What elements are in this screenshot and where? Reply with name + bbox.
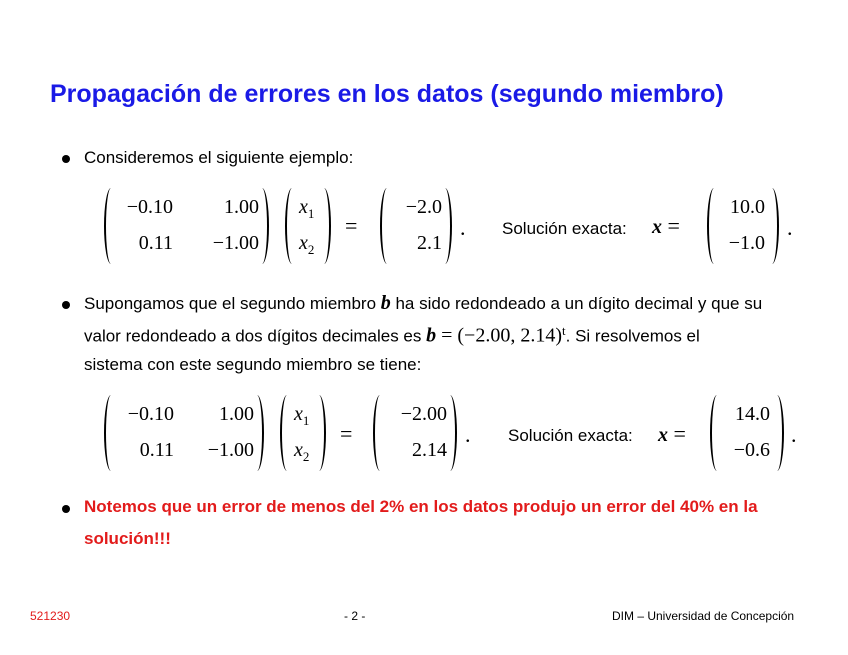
footer-course-code: 521230 [30, 609, 71, 623]
bullet-icon [62, 505, 70, 513]
vector-cell: $x_2$ [294, 439, 310, 464]
bullet2-line1: Supongamos que el segundo miembro b ha sido redondeado a un dígito decimal y que su [84, 292, 763, 314]
paren-left [104, 395, 118, 471]
matrix-a1 [104, 188, 269, 264]
equals-sign: = [340, 421, 353, 446]
vector-cell: $x_1$ [294, 403, 310, 428]
solution-variable: x = [658, 421, 686, 446]
paren-right [317, 188, 331, 264]
vector-solution1 [707, 188, 779, 264]
vector-cell: $x_1$ [299, 196, 315, 221]
vector-cell: −0.6 [733, 439, 770, 461]
bullet3-line2: solución!!! [84, 529, 171, 548]
vector-cell: 2.1 [417, 232, 442, 254]
matrix-cell: −0.10 [127, 403, 174, 425]
matrix-cell: 1.00 [219, 403, 254, 425]
vector-x1 [285, 188, 331, 264]
footer-institution: DIM – Universidad de Concepción [612, 609, 795, 623]
bullet2-line3: sistema con este segundo miembro se tiene: [84, 355, 422, 374]
bullet3-line1: Notemos que un error de menos del 2% en los datos produjo un error del 40% en la [84, 497, 758, 516]
footer-page-number: - 2 - [344, 609, 366, 623]
bullet-icon [62, 155, 70, 163]
solution-label: Solución exacta: [502, 219, 627, 238]
period: . [460, 215, 466, 240]
vector-cell: 10.0 [730, 196, 765, 218]
paren-left [280, 395, 294, 471]
solution-variable: x = [652, 213, 680, 238]
bullet1-text: Consideremos el siguiente ejemplo: [84, 148, 354, 167]
paren-left [285, 188, 299, 264]
solution-label: Solución exacta: [508, 426, 633, 445]
matrix-cell: −0.10 [126, 196, 173, 218]
paren-left [707, 188, 721, 264]
matrix-cell: −1.00 [207, 439, 254, 461]
vector-solution2 [710, 395, 784, 471]
period: . [791, 422, 797, 447]
vector-cell: 2.14 [412, 439, 447, 461]
vector-b2 [373, 395, 457, 471]
paren-left [373, 395, 387, 471]
matrix-cell: −1.00 [212, 232, 259, 254]
vector-cell: −1.0 [728, 232, 765, 254]
matrix-a2 [104, 395, 264, 471]
bullet-icon [62, 301, 70, 309]
vector-b1 [380, 188, 452, 264]
slide-title: Propagación de errores en los datos (segundo miembro) [50, 80, 724, 108]
matrix-cell: 0.11 [138, 232, 173, 254]
vector-cell: 14.0 [735, 403, 770, 425]
vector-cell: $x_2$ [299, 232, 315, 257]
matrix-cell: 1.00 [224, 196, 259, 218]
vector-cell: −2.0 [405, 196, 442, 218]
paren-right [770, 395, 784, 471]
matrix-cell: 0.11 [139, 439, 174, 461]
paren-right [765, 188, 779, 264]
paren-left [104, 188, 118, 264]
paren-left [710, 395, 724, 471]
vector-cell: −2.00 [400, 403, 447, 425]
period: . [465, 422, 471, 447]
equals-sign: = [345, 213, 358, 238]
bullet2-line2: valor redondeado a dos dígitos decimales es b = (−2.00, 2.14)$^t$. Si resolvemos el [84, 323, 700, 347]
paren-right [312, 395, 326, 471]
paren-left [380, 188, 394, 264]
vector-x2 [280, 395, 326, 471]
period: . [787, 215, 793, 240]
